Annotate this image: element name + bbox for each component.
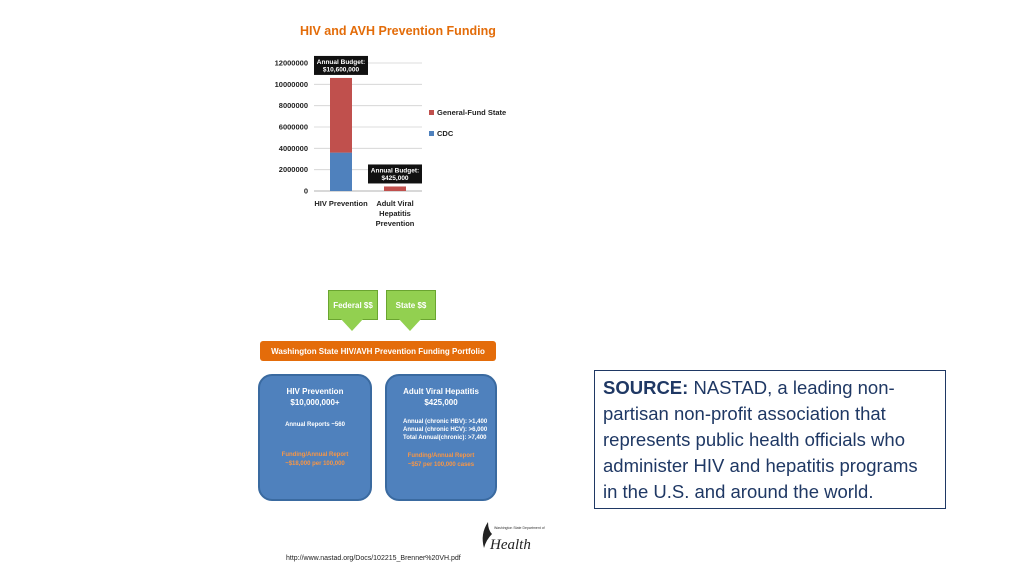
y-tick-label: 2000000 — [278, 165, 308, 175]
health-department-logo — [474, 518, 545, 554]
y-tick-label: 10000000 — [274, 79, 308, 89]
category-label: Adult Viral — [376, 199, 414, 208]
funding-portfolio-diagram — [258, 290, 500, 505]
y-tick-label: 0 — [303, 186, 308, 196]
avh-box-title: Adult Viral Hepatitis — [403, 387, 479, 396]
category-labels — [314, 199, 414, 228]
logo-word: Health — [490, 537, 531, 553]
federal-label: Federal $$ — [333, 300, 373, 310]
funding-bar-chart — [262, 18, 512, 243]
chart-title: HIV and AVH Prevention Funding — [300, 24, 496, 38]
hiv-box-title: HIV Prevention — [286, 387, 344, 396]
bar — [384, 186, 406, 191]
callout-text: Annual Budget: — [370, 167, 420, 175]
source-url: http://www.nastad.org/Docs/102215_Brenner%20VH.pdf — [286, 555, 461, 562]
callout-text: Annual Budget: — [316, 58, 366, 66]
federal-arrow-icon — [340, 318, 364, 331]
callout-text: $10,600,000 — [322, 66, 360, 74]
avh-prevention-box — [385, 374, 497, 501]
avh-box-orange-line1: Funding/Annual Report — [407, 453, 475, 459]
federal-funding-box — [328, 290, 378, 320]
y-tick-label: 6000000 — [278, 122, 308, 132]
y-tick-labels — [275, 59, 308, 196]
bar — [330, 78, 352, 153]
source-note — [594, 370, 946, 509]
avh-box-detail2: Annual (chronic HCV): >6,000 — [403, 427, 488, 433]
state-arrow-icon — [398, 318, 422, 331]
bar — [330, 153, 352, 191]
hiv-box-orange-line2: ~$18,000 per 100,000 — [285, 461, 345, 467]
state-funding-box — [386, 290, 436, 320]
avh-box-detail1: Annual (chronic HBV): >1,400 — [403, 419, 488, 425]
portfolio-bar — [260, 341, 496, 361]
y-tick-label: 4000000 — [278, 143, 308, 153]
category-label: Prevention — [375, 219, 415, 228]
hiv-box-detail: Annual Reports ~560 — [285, 422, 345, 428]
y-tick-label: 12000000 — [274, 58, 308, 68]
state-label: State $$ — [395, 300, 427, 310]
source-label: SOURCE: — [603, 377, 689, 398]
logo-small-text: Washington State Department of — [494, 526, 545, 530]
hiv-box-amount: $10,000,000+ — [290, 398, 340, 407]
callout-text: $425,000 — [381, 174, 409, 182]
y-tick-label: 8000000 — [278, 101, 308, 111]
avh-box-amount: $425,000 — [424, 398, 458, 407]
legend-swatch — [429, 110, 434, 115]
avh-box-orange-line2: ~$57 per 100,000 cases — [407, 462, 475, 468]
source-text: NASTAD, a leading non-partisan non-profit association that represents public health officials who administer HIV and hepatitis programs in the U.S. and around the world. — [603, 377, 918, 502]
category-label: Hepatitis — [379, 209, 411, 218]
legend-entry: General-Fund State — [437, 108, 507, 117]
category-label: HIV Prevention — [314, 199, 368, 208]
legend — [429, 108, 506, 138]
hiv-prevention-box — [258, 374, 372, 501]
hiv-box-orange-line1: Funding/Annual Report — [281, 452, 349, 458]
avh-box-detail3: Total Annual(chronic): >7,400 — [403, 435, 487, 441]
legend-swatch — [429, 131, 434, 136]
legend-entry: CDC — [437, 129, 454, 138]
portfolio-label: Washington State HIV/AVH Prevention Funding Portfolio — [271, 346, 485, 356]
